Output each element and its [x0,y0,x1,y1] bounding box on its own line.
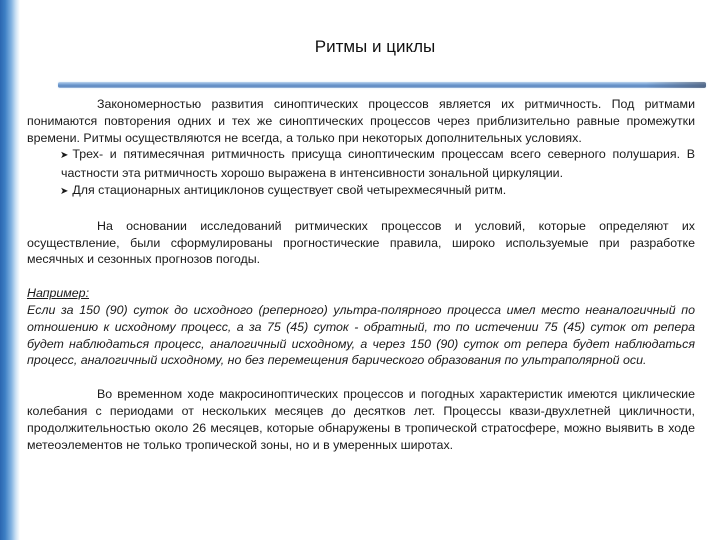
bullet-item [61,182,695,201]
left-accent-bar [0,0,20,540]
example-label: Например: [27,286,90,301]
intro-paragraph: Закономерностью развития синоптических процессов является их ритмичность. Под ритмами понимаются повторения одних и тех же синоптических процессов через приблизительно равные промежутки времени. Ритмы осуществляются не всегда, а только при некоторых дополнительных условиях. [27,97,695,145]
cycles-paragraph: Во временном ходе макросиноптических процессов и погодных характеристик имеются циклические колебания с периодами от нескольких месяцев до десятков лет. Процессы квази-двухлетней цикличности, продолжительностью около 26 месяцев, которые обнаружены в тропической стратосфере, можно выявить в ходе метеоэлементов не только тропической зоны, но и в умеренных широтах. [27,387,695,452]
rules-paragraph: На основании исследований ритмических процессов и условий, которые определяют их осуществление, были сформулированы прогностические правила, широко используемые при разработке месячных и сезонных прогнозов погоды. [27,218,695,267]
slide-content [27,96,695,453]
spacer [27,369,695,386]
title-separator [58,82,706,88]
arrow-bullet-icon: ➤ [60,150,69,162]
slide-title: Ритмы и циклы [314,37,436,56]
example-paragraph: Если за 150 (90) суток до исходного (реперного) ультра-полярного процесса имел место неаналогичный по отношению к исходному процесс, а за 75 (45) суток - обратный, то по истечении 75 (45) суток от репера будет наблюдаться процесс, аналогичный исходному, а через 150 (90) суток от репера будет наблюдаться процесс, аналогичный исходному, но без перемещения барического образования по ультраполярной оси. [27,302,695,368]
bullet-text: Для стационарных антициклонов существует свой четырехмесячный ритм. [72,182,507,197]
bullet-item [61,146,695,182]
spacer [27,268,695,285]
arrow-bullet-icon: ➤ [60,185,69,197]
bullet-text: Трех- и пятимесячная ритмичность присуща синоптическим процессам всего северного полушария. В частности эта ритмичность хорошо выражена в интенсивности зональной циркуляции. [61,147,695,181]
spacer [27,201,695,218]
